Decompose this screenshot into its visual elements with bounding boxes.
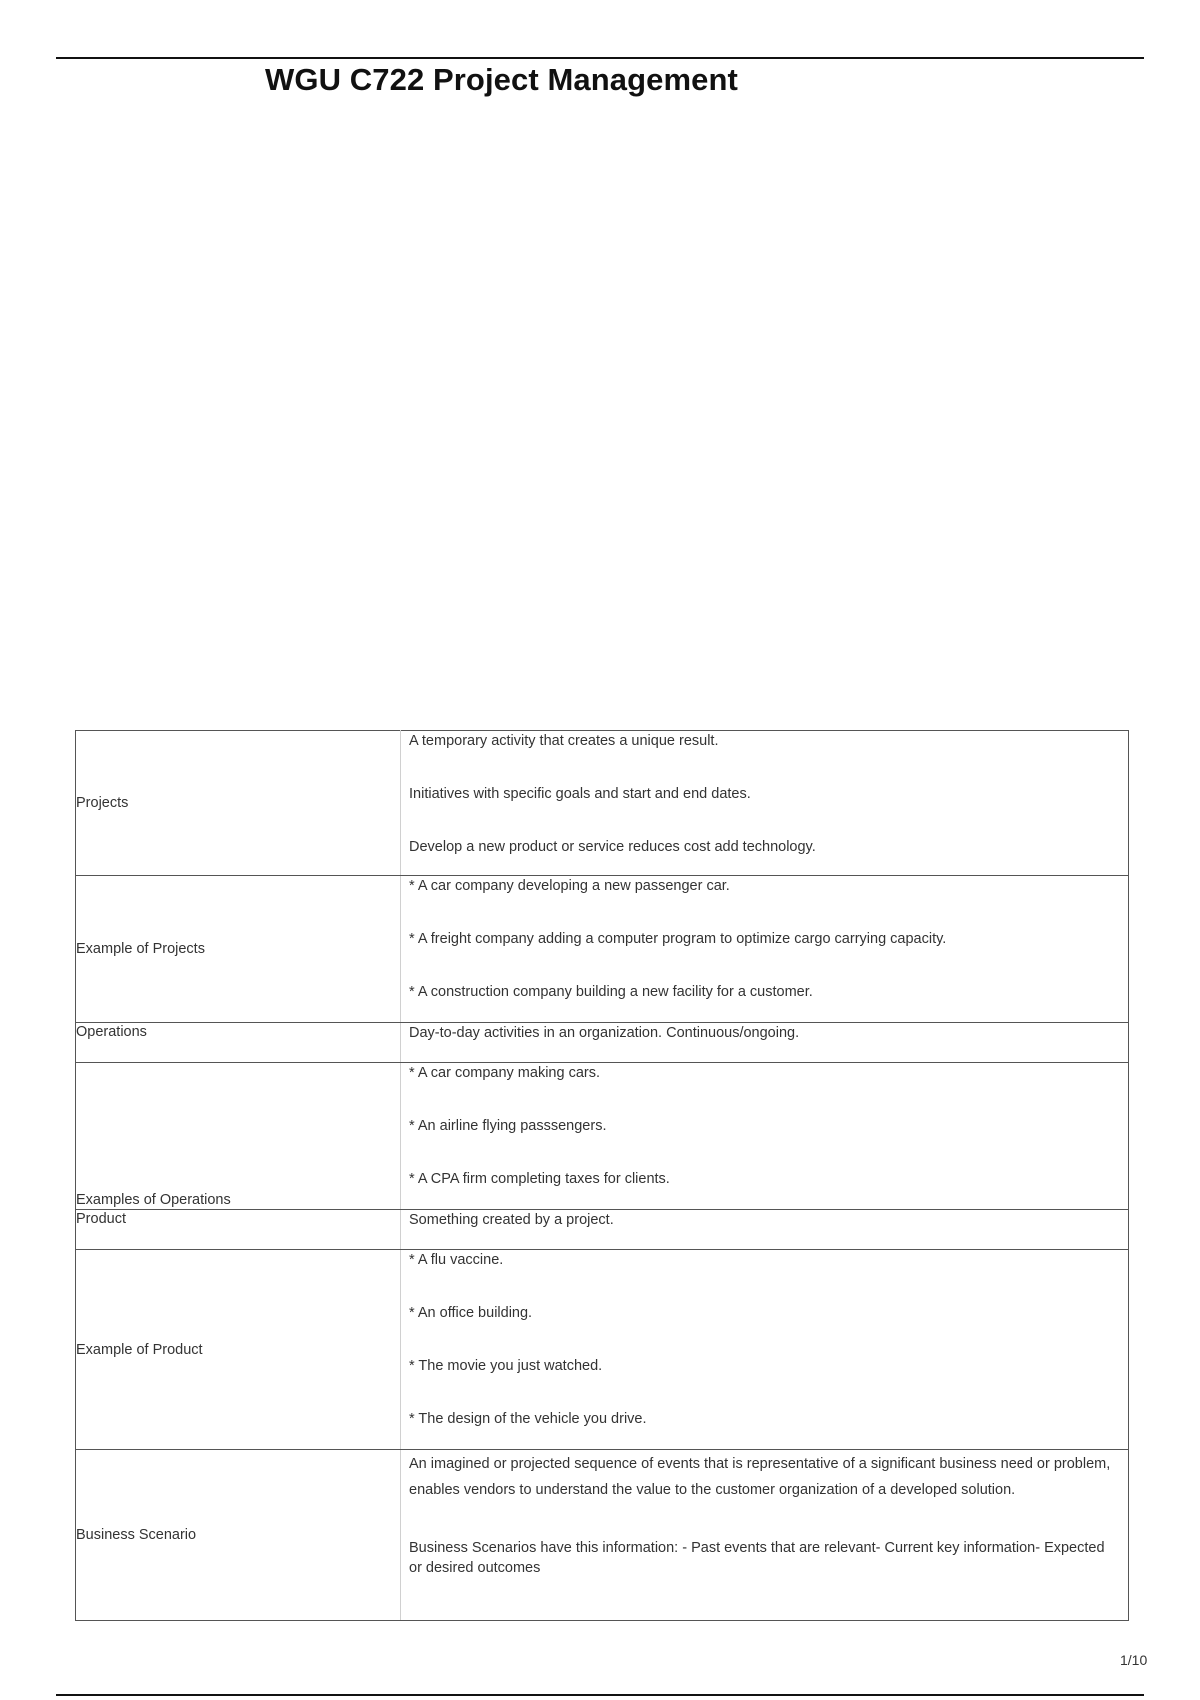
definition-line: * The movie you just watched.: [409, 1358, 603, 1374]
definition-cell: [401, 876, 1129, 1023]
definition-line: Business Scenarios have this information: - Past events that are relevant- Current key information- Expected or desired outcomes: [409, 1540, 1105, 1576]
definition-line: Initiatives with specific goals and start and end dates.: [409, 786, 751, 802]
definition-line: * The design of the vehicle you drive.: [409, 1411, 647, 1427]
definition-line: * A flu vaccine.: [409, 1252, 504, 1268]
top-rule: [56, 57, 1144, 59]
page-number: 1/10: [1120, 1652, 1148, 1668]
definition-line: An imagined or projected sequence of events that is representative of a significant business need or problem, enables vendors to understand the value to the customer organization of a developed solution.: [409, 1456, 1111, 1498]
bottom-rule: [56, 1694, 1144, 1696]
term-cell: Example of Product: [76, 1250, 401, 1450]
table-row: [76, 1250, 1129, 1450]
table-row: [76, 1450, 1129, 1621]
definition-line: Develop a new product or service reduces cost add technology.: [409, 839, 816, 855]
table-row: [76, 1210, 1129, 1250]
term-cell: Business Scenario: [76, 1450, 401, 1621]
definition-cell: [401, 1250, 1129, 1450]
definition-line: * A freight company adding a computer program to optimize cargo carrying capacity.: [409, 931, 947, 947]
term-cell: Example of Projects: [76, 876, 401, 1023]
definition-line: * A car company making cars.: [409, 1065, 600, 1081]
table-row: [76, 876, 1129, 1023]
definition-line: Day-to-day activities in an organization. Continuous/ongoing.: [409, 1025, 800, 1041]
table-row: [76, 1063, 1129, 1210]
table-row: [76, 731, 1129, 876]
document-title: WGU C722 Project Management: [265, 62, 738, 97]
term-cell: Examples of Operations: [76, 1063, 401, 1210]
table-row: [76, 1023, 1129, 1063]
flashcard-table: [75, 730, 1129, 1621]
definition-line: Something created by a project.: [409, 1212, 614, 1228]
definition-line: * A CPA firm completing taxes for clients.: [409, 1171, 670, 1187]
definition-cell: [401, 731, 1129, 876]
definition-line: * A car company developing a new passenger car.: [409, 878, 730, 894]
definition-line: * A construction company building a new facility for a customer.: [409, 984, 813, 1000]
definition-line: * An office building.: [409, 1305, 533, 1321]
definition-cell: [401, 1023, 1129, 1063]
definition-cell: [401, 1210, 1129, 1250]
definition-cell: [401, 1063, 1129, 1210]
term-cell: Projects: [76, 731, 401, 876]
term-cell: Product: [76, 1210, 401, 1250]
definition-cell: [401, 1450, 1129, 1621]
term-cell: Operations: [76, 1023, 401, 1063]
definition-line: A temporary activity that creates a unique result.: [409, 733, 719, 749]
definition-line: * An airline flying passsengers.: [409, 1118, 607, 1134]
